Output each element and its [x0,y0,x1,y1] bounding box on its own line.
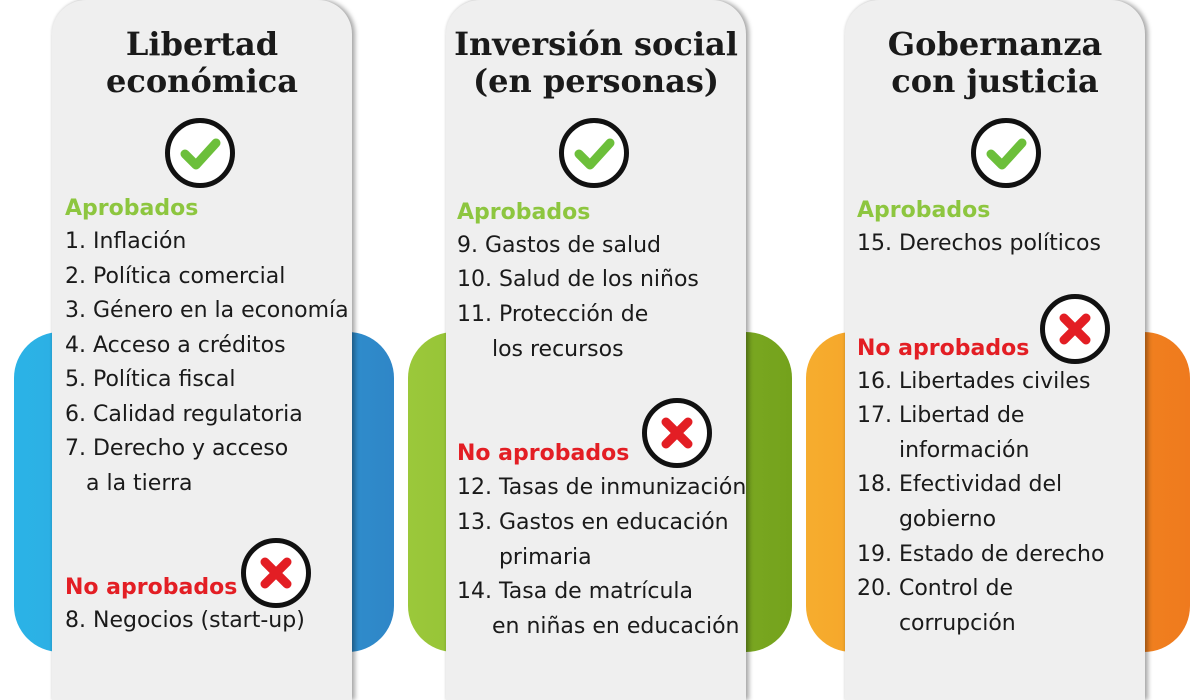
approved-badge [559,118,629,188]
x-mark-icon [246,543,306,603]
card-title: Gobernanza con justicia [887,25,1103,100]
card-gobernanza [845,0,1145,700]
list-item: 6. Calidad regulatoria [65,402,303,427]
list-item: 11. Protección de los recursos [457,302,649,362]
card-title: Inversión social (en personas) [454,25,738,100]
rejected-label: No aprobados [65,575,238,600]
list-item: 9. Gastos de salud [457,233,661,258]
check-mark-icon [564,123,624,183]
approved-label: Aprobados [457,200,591,225]
approved-label: Aprobados [857,198,991,223]
list-item: 20. Control de corrupción [857,576,1016,636]
x-mark-icon [1045,299,1105,359]
approved-label: Aprobados [65,196,199,221]
list-item: 2. Política comercial [65,264,286,289]
rejected-badge [642,398,712,468]
card-title: Libertad económica [105,25,299,100]
list-item: 18. Efectividad del gobierno [857,472,1063,532]
card-inversion-social [446,0,746,700]
rejected-label: No aprobados [857,336,1030,361]
list-item: 8. Negocios (start-up) [65,608,305,633]
rejected-badge [241,538,311,608]
approved-badge [165,118,235,188]
list-item: 19. Estado de derecho [857,542,1105,567]
list-item: 14. Tasa de matrícula en niñas en educación [457,579,740,639]
list-item: 10. Salud de los niños [457,267,699,292]
list-item: 1. Inflación [65,229,187,254]
list-item: 4. Acceso a créditos [65,333,286,358]
list-item: 13. Gastos en educación primaria [457,510,729,570]
check-mark-icon [170,123,230,183]
list-item: 16. Libertades civiles [857,369,1091,394]
list-item: 7. Derecho y acceso a la tierra [65,436,289,496]
check-mark-icon [976,123,1036,183]
rejected-label: No aprobados [457,441,630,466]
list-item: 15. Derechos políticos [857,231,1101,256]
x-mark-icon [647,403,707,463]
list-item: 17. Libertad de información [857,403,1030,463]
list-item: 3. Género en la economía [65,298,349,323]
list-item: 12. Tasas de inmunización [457,475,747,500]
list-item: 5. Política fiscal [65,367,236,392]
card-libertad-economica [52,0,352,700]
approved-badge [971,118,1041,188]
rejected-badge [1040,294,1110,364]
